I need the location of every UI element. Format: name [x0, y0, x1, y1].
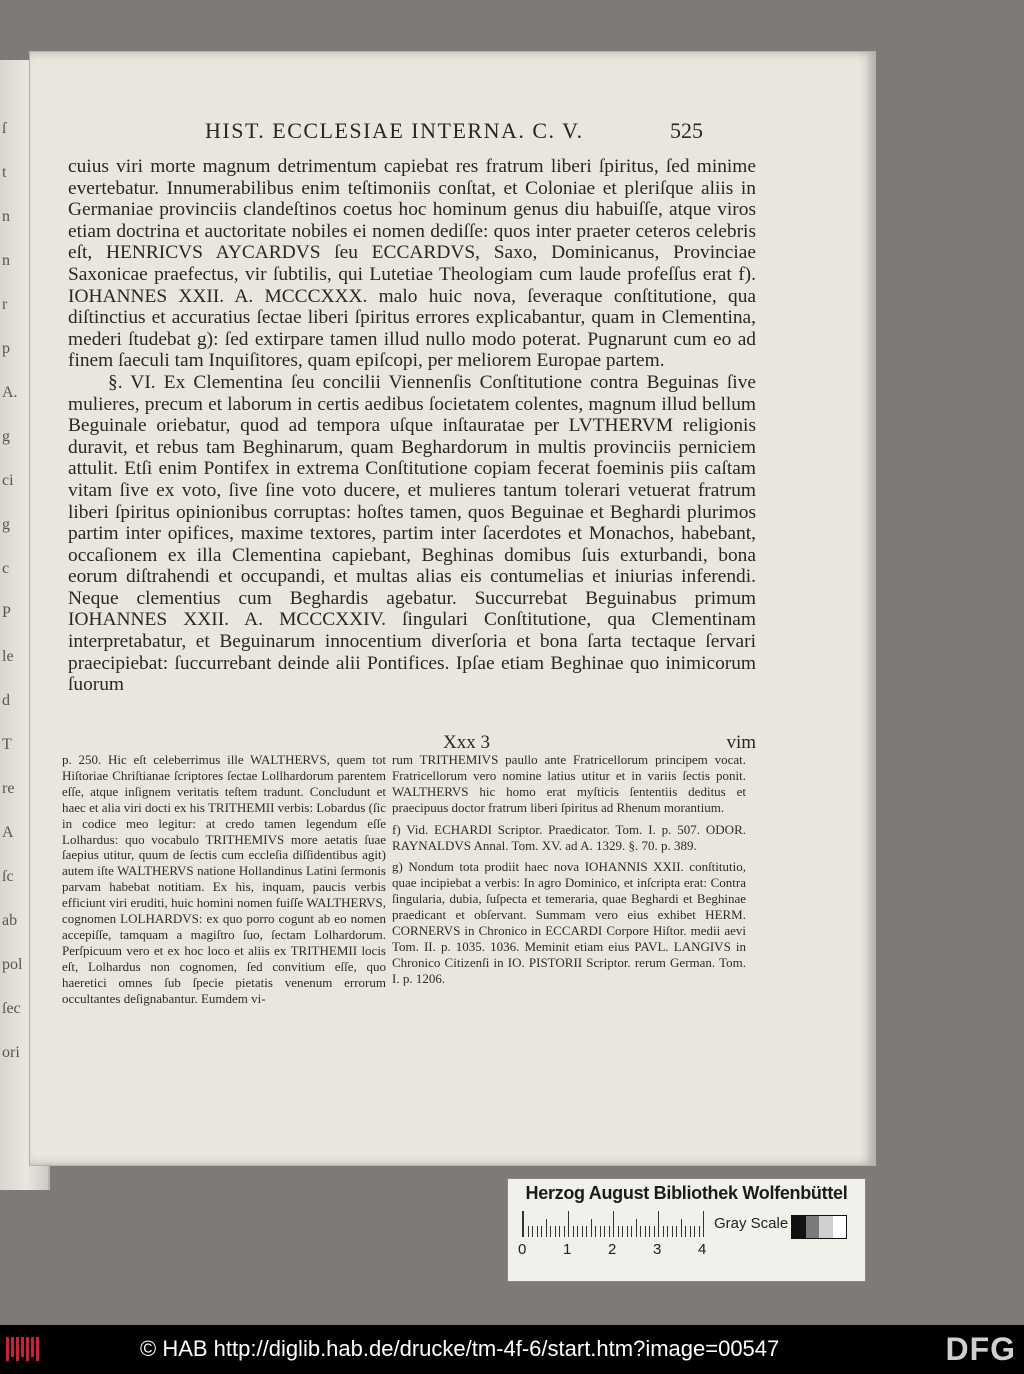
ruler-label: 4 [698, 1241, 707, 1258]
ruler-tick [645, 1226, 646, 1237]
book-page [30, 52, 875, 1165]
footnote: g) Nondum tota prodiit haec nova IOHANNIS XXII. conſtitutio, quae incipiebat a verbis: In agro Dominico, et inſcripta erat: Contra ſingularia, dubia, ſuſpecta et temeraria, quae Beghardi et Beghinae praedicant et obſervant. Summam vero eius exhibet HERM. CORNERVS in Chronico in ECCARDI Corpore Hiſtor. medii aevi Tom. II. p. 1035. 1036. Meminit etiam eius PAVL. LANGIVS in Chronico Citizenſi in IO. PISTORII Scriptor. rerum German. Tom. I. p. 1206. [392, 859, 746, 986]
color-scale-card [507, 1178, 866, 1282]
body-paragraph: §. VI. Ex Clementina ſeu concilii Viennenſis Conſtitutione contra Beguinas ſive mulieres, precum et laborum in certis aedibus ſocietatem colentes, magnum illud bellum Beguinale oriebatur, quod ad tempora uſque inſtauratae per LVTHERVM religionis duravit, et rebus tam Beghinarum, quam Beghardorum in multis provinciis perniciem attulit. Etſi enim Pontifex in extrema Conſtitutione copiam fecerat foeminis piis caſtam vitam ſive ex voto, ſive ſine voto ducere, et mulieres tantum tolerari vetuerat fratrum liberi ſpiritus opinionibus corruptas: hoſtes tamen, quos Beguinae et Beghardi plurimos partim inter opifices, maxime textores, partim inter ſacerdotes et Monachos, habebant, occaſionem ex illa Clementina capiebant, Beghinas domibus ſuis exturbandi, bona eorum diſtrahendi et occupandi, et multas alias eis contumelias et iniurias inferendi. Neque clementius cum Beghardis agebatur. Succurrebat Beguinabus primum IOHANNES XXII. A. MCCCXXIV. ſingulari Conſtitutione, qua Clementinam interpretabatur, et Beguinarum innocentium diverſoria et bona ſarta tectaque ſervari praecipiebat: ſuccurrebant deinde alii Pontifices. Ipſae etiam Beghinae quo inimicorum ſuorum [68, 371, 756, 696]
facing-page-fragment: t [2, 164, 7, 181]
ruler-tick [546, 1219, 547, 1237]
ruler-tick [658, 1211, 659, 1237]
page-number: 525 [670, 118, 703, 143]
facing-page-fragment: p [2, 340, 10, 357]
ruler-tick [654, 1226, 655, 1237]
ruler-tick [663, 1226, 664, 1237]
ruler-tick [550, 1226, 551, 1237]
facing-page-fragment: ab [2, 912, 18, 929]
facing-page-fragment: pol [2, 956, 23, 973]
ruler-tick [523, 1211, 524, 1237]
ruler-tick [631, 1226, 632, 1237]
gray-swatch [833, 1216, 847, 1238]
body-paragraph: cuius viri morte magnum detrimentum capiebat res fratrum liberi ſpiritus, ſed minime evertebatur. Innumerabilibus enim teſtimoniis conſtat, et Coloniae et pleriſque aliis in Germaniae provinciis clandeſtinos coetus hoc hominum genus diu habuiſſe, atque viros etiam doctrina et auctoritate nobiles ei nomen dediſſe: quos inter praeter ceteros celebris eſt, HENRICVS AYCARDVS ſeu ECCARDVS, Saxo, Dominicanus, Provinciae Saxonicae praefectus, vir ſubtilis, qui Lutetiae Theologiam cum laude profeſſus erat f). IOHANNES XXII. A. MCCCXXX. malo huic nova, ſeveraque conſtitutione, qua diſtinctius et accuratius ſectae liberi ſpiritus errores explicabantur, quam in Clementina, mederi ſtudebat g): ſed extirpare tamen illud nullo modo poterat. Pugnarunt cum eo ad finem ſaeculi tam Inquiſitores, quam epiſcopi, per meliorem Europae partem. [68, 156, 756, 372]
ruler-tick [537, 1226, 538, 1237]
ruler-tick [541, 1226, 542, 1237]
hab-mark-bar [11, 1337, 14, 1357]
ruler-tick [622, 1226, 623, 1237]
ruler-tick [582, 1226, 583, 1237]
facing-page-fragment: re [2, 780, 15, 797]
facing-page-fragment: P [2, 604, 11, 621]
ruler-tick [559, 1226, 560, 1237]
ruler-tick [609, 1226, 610, 1237]
ruler-tick [640, 1226, 641, 1237]
source-url[interactable]: © HAB http://diglib.hab.de/drucke/tm-4f-6/start.htm?image=00547 [140, 1336, 780, 1361]
ruler-tick [564, 1226, 565, 1237]
ruler-tick [613, 1211, 614, 1237]
hab-logo-icon [6, 1337, 40, 1361]
ruler-tick [568, 1211, 569, 1237]
ruler-tick [703, 1211, 704, 1237]
ruler-tick [532, 1226, 533, 1237]
hab-mark-bar [16, 1337, 19, 1361]
ruler-tick [699, 1226, 700, 1237]
footnote: p. 250. Hic eſt celeberrimus ille WALTHERVS, quem tot Hiſtoriae Chriſtianae ſcriptores ſectae Lollhardorum parentem eſſe, atque inſignem veritatis teſtem tradunt. Concludunt et haec et alia viri docti ex his TRITHEMII verbis: Lobardus (ſic in codice meo legitur: at credo tamen legendum eſſe Lolhardus: quo vocabulo TRITHEMIVS more aetatis ſuae ſaepius utitur, quum de ſectis cum eccleſia diſſidentibus agit) autem iſte WALTHERVS natione Hollandinus Latini ſermonis parvam habebat notitiam. Ex his, inquam, paucis verbis efficiunt viri eruditi, huic homini nomen fuiſſe WALTHERVS, cognomen LOLHARDVS: ex quo porro cogunt ab eo nomen accepiſſe, tamquam a magiſtro ſuo, ſectam Lolhardorum. Perſpicuum vero et ex hoc loco et aliis ex TRITHEMII locis eſt, Lolhardus non cognomen, ſed convitium eſſe, quo haeretici omnes ſub ſpecie pietatis venenum errorum occultantes deſignabantur. Eumdem vi- [62, 752, 386, 1006]
footnote: rum TRITHEMIVS paullo ante Fratricellorum principem vocat. Fratricellorum vero nomine latius utitur et in variis ſectis ponit. WALTHERVS hic homo erat myſticis ſententiis deditus et praecipuus doctor fratrum liberi ſpiritus ad Rhenum morantium. [392, 752, 746, 815]
ruler-tick [636, 1219, 637, 1237]
ruler-tick [595, 1226, 596, 1237]
ruler-tick [667, 1226, 668, 1237]
running-head: HIST. ECCLESIAE INTERNA. C. V. [205, 118, 584, 143]
ruler-tick [555, 1226, 556, 1237]
signature-mark: Xxx 3 [443, 732, 490, 753]
facing-page-fragment: ſc [2, 868, 14, 885]
ruler-tick [676, 1226, 677, 1237]
facing-page-fragment: g [2, 516, 10, 533]
facing-page-fragment: d [2, 692, 10, 709]
catchword: vim [726, 732, 756, 753]
ruler-tick [573, 1226, 574, 1237]
facing-page-fragment: ſ [2, 120, 7, 137]
facing-page-fragment: T [2, 736, 12, 753]
ruler-label: 0 [518, 1241, 527, 1258]
facing-page-fragment: ſec [2, 1000, 21, 1017]
gray-swatch [792, 1216, 806, 1238]
dfg-logo: DFG [945, 1331, 1016, 1367]
gray-swatch [819, 1216, 833, 1238]
ruler-tick [649, 1226, 650, 1237]
facing-page-fragment: n [2, 208, 10, 225]
ruler-label: 2 [608, 1241, 617, 1258]
ruler-tick [694, 1226, 695, 1237]
ruler-tick [685, 1226, 686, 1237]
facing-page-fragment: A. [2, 384, 18, 401]
ruler-tick [618, 1226, 619, 1237]
facing-page-fragment: n [2, 252, 10, 269]
ruler-tick [600, 1226, 601, 1237]
facing-page-fragment: r [2, 296, 8, 313]
ruler-tick [604, 1226, 605, 1237]
ruler-tick [681, 1219, 682, 1237]
gray-swatch [806, 1216, 820, 1238]
footnotes-right-column [392, 752, 746, 993]
hab-mark-bar [26, 1337, 29, 1361]
gray-scale-label: Gray Scale [714, 1215, 789, 1232]
facing-page-fragment: g [2, 428, 10, 445]
ruler-tick [591, 1219, 592, 1237]
body-text [68, 156, 756, 696]
facing-page-fragment: ci [2, 472, 14, 489]
footer-bar [0, 1325, 1024, 1374]
hab-mark-bar [6, 1337, 9, 1361]
ruler-tick [528, 1226, 529, 1237]
footnotes-left-column [62, 752, 386, 1013]
ruler-tick [690, 1226, 691, 1237]
hab-mark-bar [31, 1337, 34, 1357]
ruler-tick [577, 1226, 578, 1237]
ruler-tick [672, 1226, 673, 1237]
footnote: f) Vid. ECHARDI Scriptor. Praedicator. Tom. I. p. 507. ODOR. RAYNALDVS Annal. Tom. XV. ad A. 1329. §. 70. p. 389. [392, 821, 746, 853]
facing-page-fragment: le [2, 648, 14, 665]
ruler-label: 1 [563, 1241, 572, 1258]
ruler-tick [627, 1226, 628, 1237]
facing-page-fragment: A [2, 824, 14, 841]
hab-mark-bar [21, 1337, 24, 1357]
hab-mark-bar [36, 1337, 39, 1361]
ruler-tick [586, 1226, 587, 1237]
gray-scale-swatches [791, 1215, 847, 1239]
library-name: Herzog August Bibliothek Wolfenbüttel [525, 1183, 848, 1203]
ruler-label: 3 [653, 1241, 662, 1258]
facing-page-fragment: c [2, 560, 10, 577]
scale-ruler [522, 1211, 713, 1237]
facing-page-fragment: ori [2, 1044, 20, 1061]
